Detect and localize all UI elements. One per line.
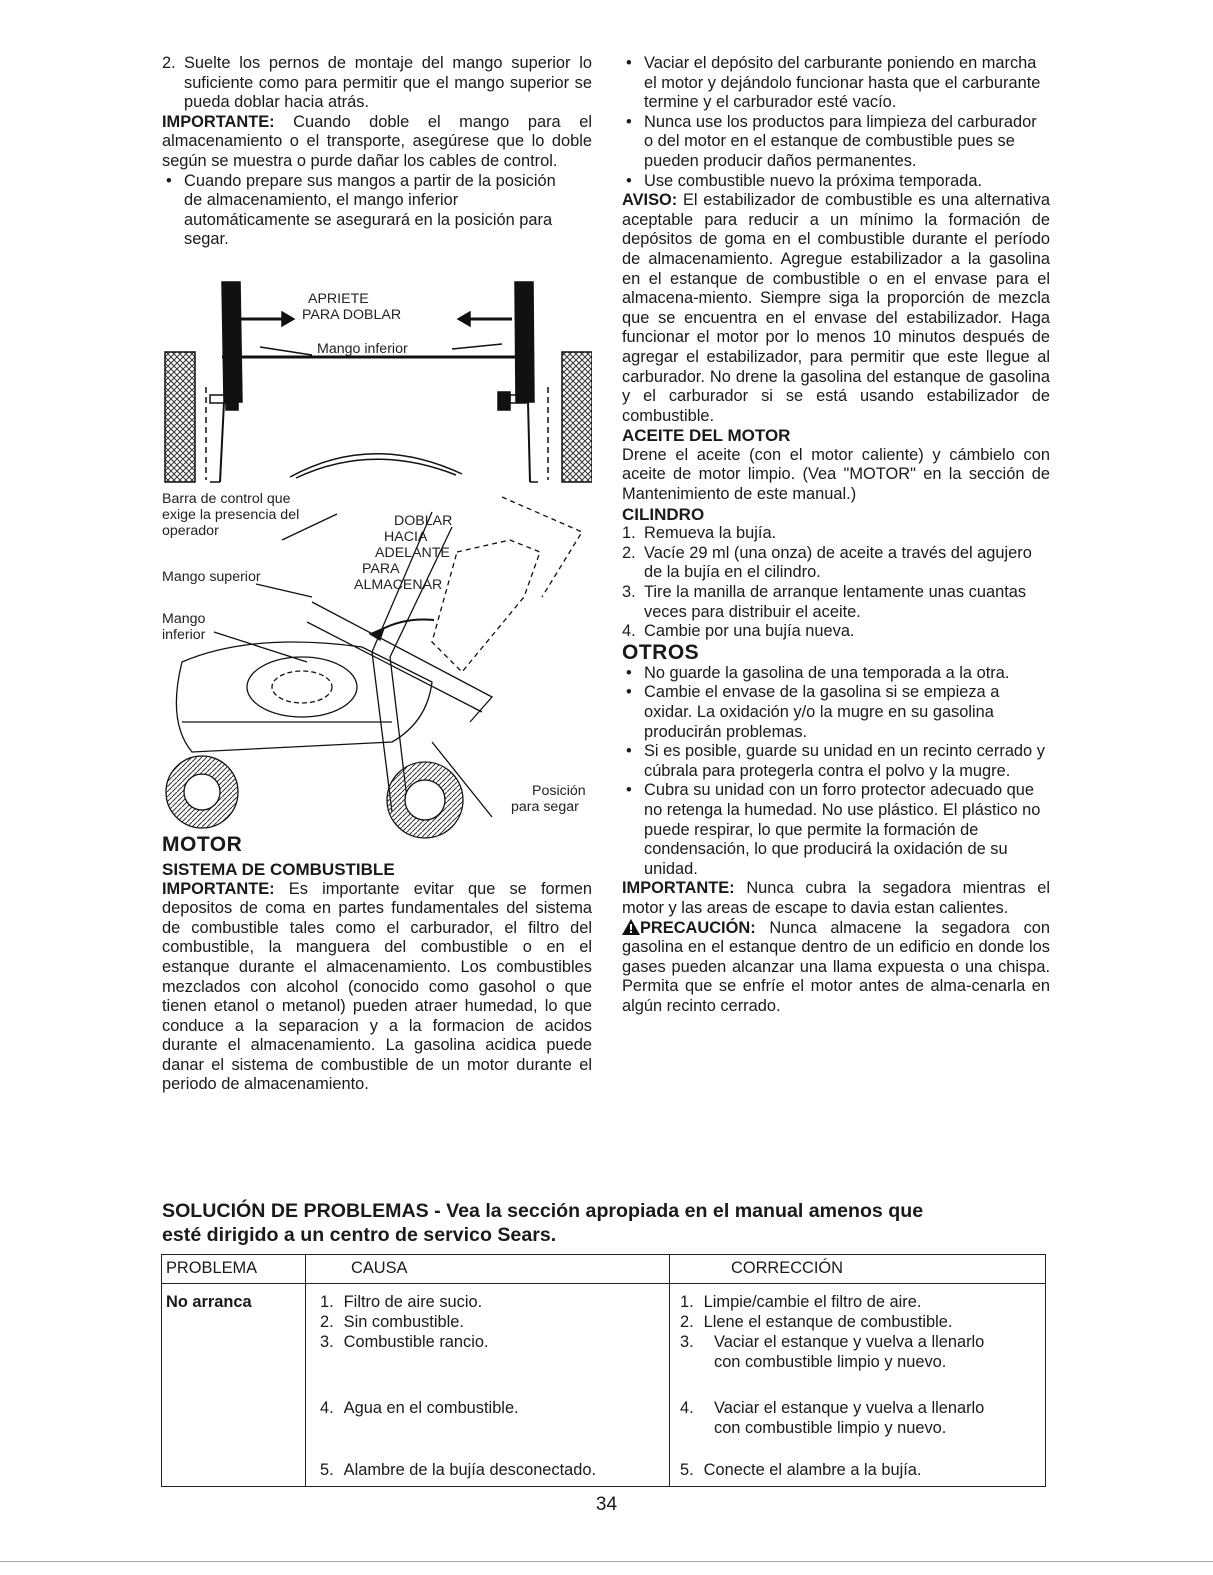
important-label-3: IMPORTANTE: [622,879,735,898]
correction-1 [680,1293,1040,1313]
correction-5 [680,1461,1040,1481]
cilindro-step-3 [622,583,1050,622]
page-number: 34 [595,1494,618,1515]
troubleshooting-heading [162,1199,1062,1247]
label-mango-superior: Mango superior [162,568,261,585]
header-divider [162,1283,1045,1284]
important-text-2: Es importante evitar que se formen depositos de coma en partes fundamentales del sistema de combustible tales como el carburador, el filtro del combustible, la manguera del combustible o en el estanque durante el almacenamiento. Los combustibles mezclados con alcohol (conocido como gasohol o que tienen etanol o metanol) pueden atraer humedad, lo que conduce a la separacion y a la formacion de acidos durante el almacenamiento. La gasolina acidica puede danar el sistema de combustible de un motor durante el periodo de almacenamiento. [162,879,592,1094]
warning-triangle-icon [622,919,640,937]
lawnmower-handle-figure [162,252,592,840]
correction-text: Llene el estanque de combustible. [703,1313,953,1331]
troubleshooting-heading-line-2: esté dirigido a un centro de servico Sears. [162,1224,557,1246]
bullet-si-es-posible: • Si es posible, guarde su unidad en un recinto cerrado y cúbrala para protegerla contra el polvo y la mugre. [622,742,1050,781]
label-posicion: Posición [532,782,586,799]
heading-cilindro: CILINDRO [622,504,705,524]
correction-4 [680,1399,1020,1438]
bullet-cambie: • Cambie el envase de la gasolina si se empieza a oxidar. La oxidación y/o la mugre en su gasolina producirán problemas. [622,683,1050,742]
cause-2 [320,1313,464,1333]
step-number: 1. [622,524,636,543]
step-number: 2. [622,543,636,562]
bullet-no-guarde: • No guarde la gasolina de una temporada a la otra. [622,664,1050,684]
right-column [622,54,1050,1017]
footer-rule [0,1561,1213,1562]
important-text: Cuando doble el mango para el almacenamiento o el transporte, asegúrese que lo doble según se muestra o purde dañar los cables de control. [162,112,592,170]
label-mango-inferior-top: Mango inferior [317,340,408,357]
important-label-2: IMPORTANTE: [162,879,275,898]
cause-text: Sin combustible. [343,1313,464,1331]
label-almacenar: ALMACENAR [354,576,443,593]
label-mango: Mango [162,610,206,627]
header-correccion: CORRECCIÓN [731,1259,844,1277]
cause-text: Agua en el combustible. [343,1399,519,1417]
heading-motor: MOTOR [162,832,243,856]
aviso-label: AVISO: [622,191,678,210]
cilindro-step-4 [622,622,1050,642]
troubleshooting-table [161,1254,1046,1487]
column-divider [305,1255,306,1486]
label-doblar: DOBLAR [394,512,453,529]
bullet-cubra: • Cubra su unidad con un forro protector adecuado que no retenga la humedad. No use plástico. El plástico no puede respirar, lo que permite la formación de condensación, lo que producirá la oxidación de su unidad. [622,781,1050,879]
troubleshooting-heading-line-1: SOLUCIÓN DE PROBLEMAS - Vea la sección apropiada en el manual amenos que [162,1200,924,1222]
step-2-number: 2. [162,54,176,72]
label-apriete: APRIETE [308,290,369,307]
step-text: Cambie por una bujía nueva. [644,622,855,641]
cause-number: 4. [320,1399,334,1417]
aviso-text: El estabilizador de combustible es una alternativa aceptable para reducir a un mínimo la formación de depósitos de goma en el combustible durante el período de almacenamiento. Agregue estabilizador a la gasolina en el estanque de combustible o en el envase para el almacena-miento. Siempre siga la proporción de mezcla que se encuentra en el envase del estabilizador. Haga funcionar el motor por lo menos 10 minutos después de agregar el estabilizador, para permitir que este llegue al carburador. No drene la gasolina del estanque de gasolina y el carburador si se está usando estabilizador de combustible. [622,191,1050,425]
header-causa: CAUSA [351,1259,408,1277]
heading-aceite: ACEITE DEL MOTOR [622,426,791,446]
cause-number: 5. [320,1461,334,1479]
step-number: 3. [622,583,636,602]
step-text: Remueva la bujía. [644,524,777,543]
heading-sistema-combustible: SISTEMA DE COMBUSTIBLE [162,859,395,879]
cause-1 [320,1293,482,1313]
cause-5 [320,1461,596,1481]
bullet-handles: • Cuando prepare sus mangos a partir de la posición de almacenamiento, el mango inferior automáticamente se asegurará en la posición para segar. [162,172,592,250]
precaucion-text: Nunca almacene la segadora con gasolina en el estanque dentro de un edificio en donde los gases pueden alcanzar una llama expuesta o una chispa. Permita que se enfríe el motor antes de alma-cenarla en algún recinto cerrado. [622,918,1050,1015]
label-barra-3: operador [162,522,219,539]
correction-text: Vaciar el estanque y vuelva a llenarlo con combustible limpio y nuevo. [714,1399,985,1437]
label-hacia: HACIA [384,528,428,545]
bullet-nunca: • Nunca use los productos para limpieza del carburador o del motor en el estanque de combustible pues se pueden producir daños permanentes. [622,113,1050,172]
correction-2 [680,1313,1040,1333]
correction-text: Vaciar el estanque y vuelva a llenarlo con combustible limpio y nuevo. [714,1333,985,1371]
correction-3 [680,1333,1020,1372]
important-text-3: Nunca cubra la segadora mientras el motor y las areas de escape to davia estan calientes. [622,879,1050,917]
correction-number: 4. [680,1399,694,1417]
cause-text: Combustible rancio. [343,1333,489,1351]
cilindro-step-2 [622,544,1050,583]
label-para-segar: para segar [511,798,579,815]
correction-number: 5. [680,1461,694,1479]
correction-text: Limpie/cambie el filtro de aire. [703,1293,922,1311]
step-number: 4. [622,622,636,641]
label-inferior: inferior [162,626,206,643]
cause-text: Alambre de la bujía desconectado. [343,1461,597,1479]
correction-number: 2. [680,1313,694,1331]
cause-3 [320,1333,489,1353]
cause-text: Filtro de aire sucio. [343,1293,483,1311]
correction-number: 3. [680,1333,694,1351]
bullet-vaciar: • Vaciar el depósito del carburante poniendo en marcha el motor y dejándolo funcionar hasta que el carburante termine y el carburador esté vacío. [622,54,1050,113]
important-note-2 [162,880,592,1096]
cause-number: 1. [320,1293,334,1311]
heading-otros: OTROS [622,640,700,664]
label-para: PARA [362,560,400,577]
precaucion-note [622,919,1050,1017]
cause-4 [320,1399,519,1419]
cilindro-step-1 [622,524,1050,544]
left-column [162,54,592,1095]
step-text: Tire la manilla de arranque lentamente unas cuantas veces para distribuir el aceite. [644,583,1027,621]
important-note-1 [162,113,592,172]
header-problema: PROBLEMA [166,1259,258,1277]
correction-number: 1. [680,1293,694,1311]
cause-number: 3. [320,1333,334,1351]
label-adelante: ADELANTE [375,544,450,561]
problem-no-arranca: No arranca [166,1293,252,1311]
correction-text: Conecte el alambre a la bujía. [703,1461,922,1479]
cause-number: 2. [320,1313,334,1331]
label-para-doblar: PARA DOBLAR [302,306,402,323]
precaucion-label: PRECAUCIÓN: [640,918,756,937]
column-divider [669,1255,670,1486]
bullet-use: • Use combustible nuevo la próxima temporada. [622,172,1050,192]
step-text: Vacíe 29 ml (una onza) de aceite a través del agujero de la bujía en el cilindro. [644,543,1032,582]
step-2 [162,54,592,113]
aviso-note [622,191,1050,426]
important-label: IMPORTANTE: [162,112,275,131]
step-2-text: Suelte los pernos de montaje del mango superior lo suficiente como para permitir que el mango superior se pueda doblar hacia atrás. [184,54,592,112]
label-barra-2: exige la presencia del [162,506,300,523]
aceite-text: Drene el aceite (con el motor caliente) y cámbielo con aceite de motor limpio. (Vea "MOTOR" en la sección de Mantenimiento de este manual.) [622,445,1050,504]
label-barra-1: Barra de control que [162,490,291,507]
important-note-3 [622,879,1050,918]
